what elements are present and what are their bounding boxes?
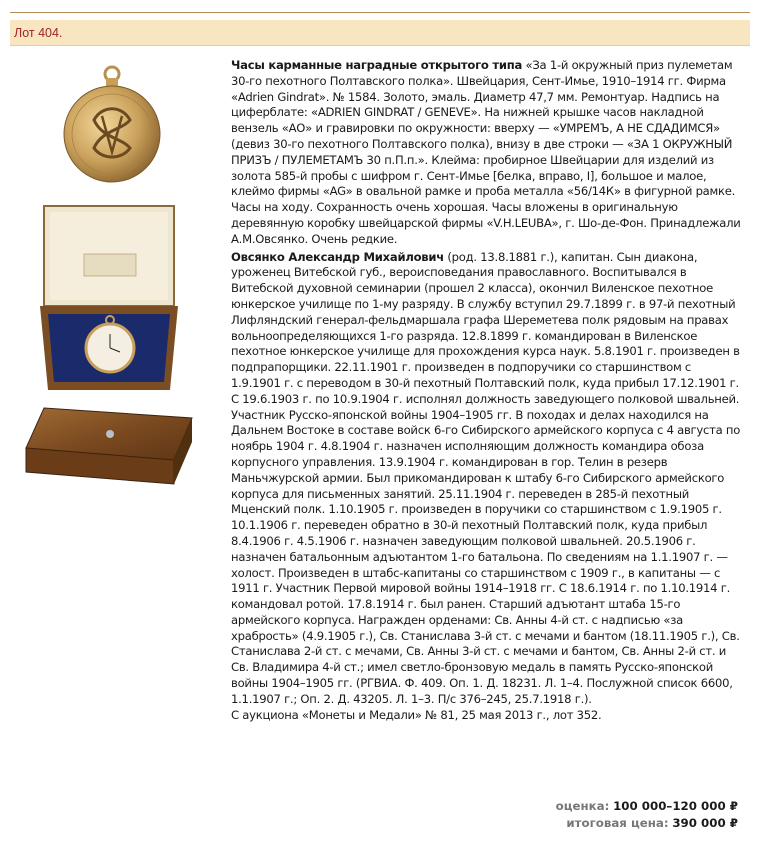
description-title: Часы карманные наградные открытого типа <box>231 58 523 72</box>
owner-biography <box>231 250 741 708</box>
biography-body: (род. 13.8.1881 г.), капитан. Сын диакона, уроженец Витебской губ., вероисповедания православного. Воспитывался в Витебской духовной семинарии (прошел 2 класса), окончил Виленское пехотное юнкерское училище по 1-му разряду. В службу вступил 29.7.1899 г. в 97-й пехотный Лифляндский генерал-фельдмаршала графа Шереметева полк рядовым на правах вольноопределяющихся 1-го разряда. 12.8.1899 г. командирован в Виленское пехотное юнкерское училище для прохождения курса наук. 5.8.1901 г. произведен в подпрапорщики. 22.11.1901 г. произведен в подпоручики со старшинством с 1.9.1901 г. с переводом в 30-й пехотный Полтавский полк, куда прибыл 17.12.1901 г. С 19.6.1903 г. по 10.9.1904 г. исполнял должность заведующего полковой швальней. Участник Русско-японской войны 1904–1905 гг. В походах и делах находился на Дальнем Востоке в составе войск 6-го Сибирского армейского корпуса с 4 августа по ноябрь 1904 г. 4.8.1904 г. назначен исполняющим должность командира обоза корпусного управления. 13.9.1904 г. командирован в гор. Телин в резерв Маньчжурской армии. Был прикомандирован к штабу 6-го Сибирского армейского корпуса для письменных занятий. 25.11.1904 г. переведен в 285-й пехотный Мценский полк. 1.10.1905 г. произведен в поручики со старшинством с 1.9.1905 г. 10.1.1906 г. переведен обратно в 30-й пехотный Полтавский полк, куда прибыл 8.4.1906 г. 4.5.1906 г. назначен заведующим полковой швальней. 20.5.1906 г. назначен батальонным адъютантом 1-го батальона. По сведениям на 1.1.1907 г. — холост. Произведен в штабс-капитаны со старшинством с 1909 г., в капитаны — с 1911 г. Участник Первой мировой войны 1914–1918 гг. С 18.6.1914 г. по 1.10.1914 г. командовал ротой. 17.8.1914 г. был ранен. Старший адъютант штаба 15-го армейского корпуса. Награжден орденами: Св. Анны 4-й ст. с надписью «за храбрость» (4.9.1905 г.), Св. Станислава 3-й ст. с мечами и бантом (18.11.1905 г.), Св. Станислава 2-й ст. с мечами, Св. Анны 3-й ст. с мечами и бантом, Св. Анны 2-й ст. и Св. Владимира 4-й ст.; имел светло-бронзовую медаль в память Русско-японской войны 1904–1905 гг. (РГВИА. Ф. 409. Оп. 1. Д. 18231. Л. 1–4. Послужной список 6600, 1.1.1907 г.; Оп. 2. Д. 43205. Л. 1–3. П/с 376–245, 25.7.1918 г.). <box>231 249 741 706</box>
final-price-row <box>556 815 738 832</box>
watch-description <box>231 58 741 248</box>
watch-in-box-image <box>40 202 180 392</box>
lot-header <box>10 20 750 46</box>
top-rule <box>10 12 750 13</box>
final-price-label: итоговая цена: <box>566 816 669 830</box>
price-block <box>556 798 738 832</box>
estimate-row <box>556 798 738 815</box>
estimate-label: оценка: <box>555 799 610 813</box>
lot-number: Лот 404. <box>14 26 63 40</box>
estimate-value: 100 000–120 000 ₽ <box>613 799 738 813</box>
final-price-value: 390 000 ₽ <box>672 816 738 830</box>
closed-box-image <box>24 400 196 492</box>
provenance: С аукциона «Монеты и Медали» № 81, 25 мая 2013 г., лот 352. <box>231 707 602 722</box>
lot-images <box>10 52 210 492</box>
lot-description <box>231 58 741 723</box>
owner-name: Овсянко Александр Михайлович <box>231 249 444 264</box>
watch-back-image <box>62 60 162 190</box>
description-body: «За 1-й окружный приз пулеметам 30-го пехотного Полтавского полка». Швейцария, Сент-Имье, 1910–1914 гг. Фирма «Adrien Gindrat». № 1584. Золото, эмаль. Диаметр 47,7 мм. Ремонтуар. Надпись на циферблате: «ADRIEN GINDRAT / GENEVE». На нижней крышке часов накладной вензель «АО» и гравировки по окружности: вверху — «УМРЕМЪ, А НЕ СДАДИМСЯ» (девиз 30-го пехотного Полтавского полка), внизу в две строки — «ЗА 1 ОКРУЖНЫЙ ПРИЗЪ / ПУЛЕМЕТАМЪ 30 п.П.п.». Клейма: пробирное Швейцарии для изделий из золота 585-й пробы с шифром г. Сент-Имье [белка, вправо, I], большое и малое, клеймо фирмы «AG» в овальной рамке и проба металла «56/14К» в фигурной рамке. Часы на ходу. Сохранность очень хорошая. Часы вложены в оригинальную деревянную коробку швейцарской фирмы «V.H.LEUBA», г. Шо-де-Фон. Принадлежали А.М.Овсянко. Очень редкие. <box>231 58 741 246</box>
